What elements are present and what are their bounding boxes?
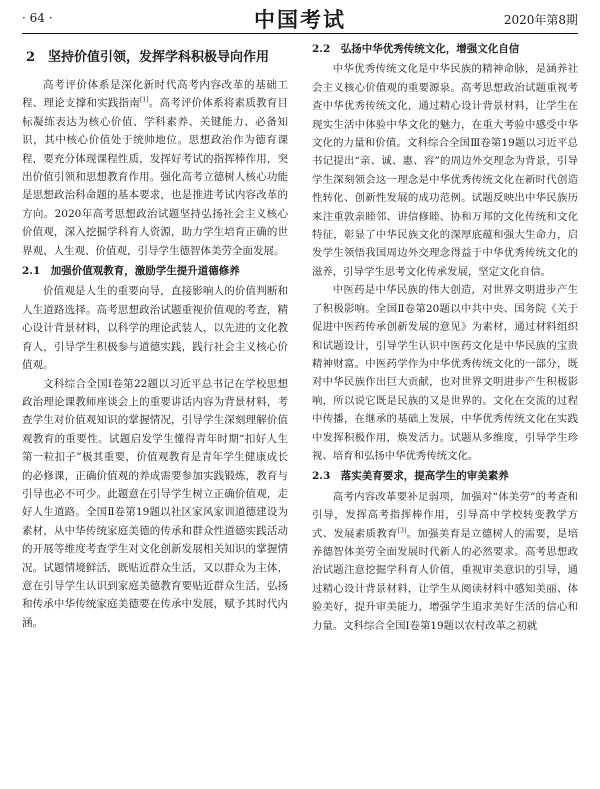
left-column bbox=[22, 38, 288, 632]
paragraph: 价值观是人生的重要向导，直接影响人的价值判断和人生道路选择。高考思想政治试题重视价值观的考查，精心设计背景材料，以科学的理论武装人，以先进的文化教育人，引导学生积极参与道德实践，践行社会主义核心价值观。 bbox=[22, 285, 288, 372]
paragraph: 中华优秀传统文化是中华民族的精神命脉，是涵养社会主义核心价值观的重要源泉。高考思想政治试题重视考查中华优秀传统文化，通过精心设计背景材料，让学生在现实生活中体验中华文化的魅力，在重大考验中感受中华文化的力量和价值。文科综合全国Ⅲ卷第19题以习近平总书记提出“亲、诚、惠、容”的周边外交理念为背景，引导学生深刻领会这一理念是中华优秀传统文化在新时代创造性转化、创新性发展的成功范例。试题反映出中华民族历来注重敦亲睦邻、讲信修睦、协和万邦的文化传统和文化特征，彰显了中华民族文化的深厚底蕴和强大生命力，启发学生领悟我国周边外交理念得益于中华优秀传统文化的滋养，引导学生思考文化传承发展，坚定文化自信。 bbox=[312, 63, 578, 278]
issue-label: 2020年第8期 bbox=[503, 13, 578, 27]
page-number: · 64 · bbox=[22, 11, 53, 25]
subsection-title-2-1: 2.1 加强价值观教育，激励学生提升道德修养 bbox=[22, 265, 240, 278]
paragraph: 文科综合全国Ⅰ卷第22题以习近平总书记在学校思想政治理论课教师座谈会上的重要讲话内容为背景材料，考查学生对价值观知识的掌握情况，引导学生深刻理解价值观教育的重要性。试题启发学生懂得青年时期“扣好人生第一粒扣子”极其重要，价值观教育是青年学生健康成长的必修课，正确价值观的养成需要参加实践锻炼，教育与引导也必不可少。此题意在引导学生树立正确价值观，走好人生道路。全国Ⅱ卷第19题以社区家风家训道德建设为素材，从中华传统家庭美德的传承和群众性道德实践活动的开展等维度考查学生对文化创新发展相关知识的掌握情况。试题情境鲜活，既贴近群众生活，又以群众为主体，意在引导学生认识到家庭美德教育要贴近群众生活，弘扬和传承中华传统家庭美德要在传承中发展，赋予其时代内涵。 bbox=[22, 377, 288, 629]
page-header bbox=[22, 0, 578, 34]
paragraph: 高考内容改革要补足弱项，加强对“体美劳”的考查和引导，发挥高考指挥棒作用，引导高中学校转变教学方式、发展素质教育[3]。加强美育是立德树人的需要，是培养德智体美劳全面发展时代新人的必然要求。高考思想政治试题注意挖掘学科育人价值，重视审美意识的引导，通过精心设计背景材料，让学生从阅读材料中感知美丽、体验美好，提升审美能力，增强学生追求美好生活的信心和力量。文科综合全国Ⅰ卷第19题以农村改革之初就 bbox=[312, 490, 579, 632]
subsection-title-2-3: 2.3 落实美育要求，提高学生的审美素养 bbox=[312, 470, 509, 483]
citation-ref: [3] bbox=[397, 527, 407, 535]
right-column bbox=[312, 38, 578, 635]
section-title: 2 坚持价值引领，发挥学科积极导向作用 bbox=[26, 50, 270, 65]
journal-title: 中国考试 bbox=[254, 7, 346, 32]
paragraph: 中医药是中华民族的伟大创造，对世界文明进步产生了积极影响。全国Ⅱ卷第20题以中共中央、国务院《关于促进中医药传承创新发展的意见》为素材，通过材料组织和试题设计，引导学生认识中医药文化是中华民族的宝贵精神财富。中医药学作为中华优秀传统文化的一部分，既对中华民族作出巨大贡献，也对世界文明进步产生积极影响，所以说它既是民族的又是世界的。文化在交流的过程中传播，在继承的基础上发展，中华优秀传统文化在实践中发挥积极作用，焕发活力。试题从多维度，引导学生珍视、培育和弘扬中华优秀传统文化。 bbox=[312, 284, 578, 462]
citation-ref: [1] bbox=[140, 96, 149, 104]
header-rule bbox=[22, 33, 578, 34]
subsection-title-2-2: 2.2 弘扬中华优秀传统文化，增强文化自信 bbox=[312, 43, 520, 55]
intro-paragraph: 高考评价体系是深化新时代高考内容改革的基础工程、理论支撑和实践指南[1]。高考评价体系将素质教育目标凝练表达为核心价值、学科素养、关键能力、必备知识，其中核心价值处于统帅地位。思想政治作为德育课程，要充分体现课程性质，发挥好考试的指挥棒作用，突出价值引领和思想教育作用。强化高考立德树人核心功能是思想政治科命题的基本要求，也是推进考试内容改革的方向。2020年高考思想政治试题坚持弘扬社会主义核心价值观，深入挖掘学科育人资源，助力学生培育正确的世界观、人生观、价值观，引导学生德智体美劳全面发展。 bbox=[22, 79, 289, 257]
